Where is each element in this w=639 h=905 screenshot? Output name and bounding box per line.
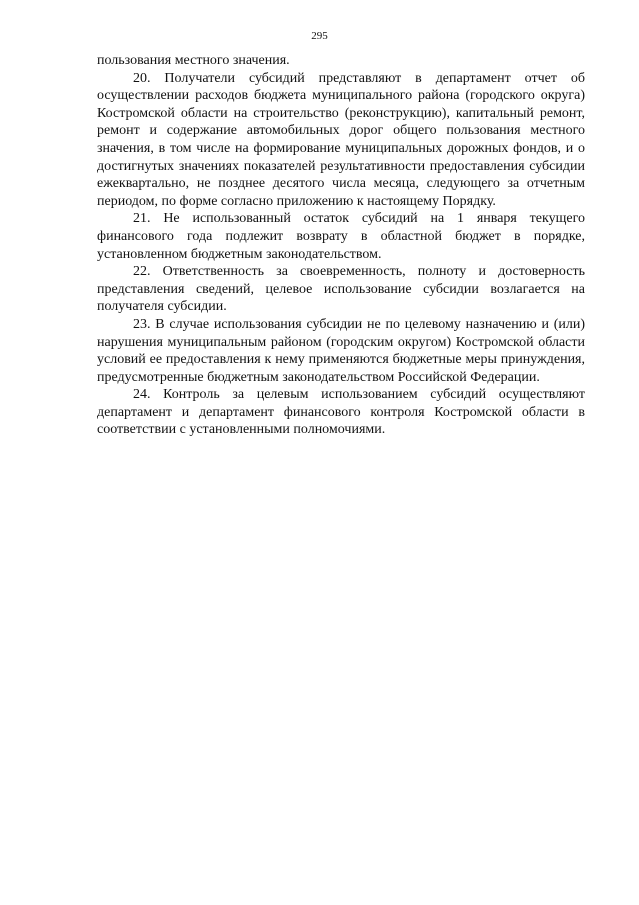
paragraph-24: 24. Контроль за целевым использованием субсидий осуществляют департамент и департамент финансового контроля Костромской области в соответствии с установленными полномочиями. bbox=[97, 387, 585, 438]
paragraph-continuation: пользования местного значения. bbox=[97, 53, 290, 68]
page-number: 295 bbox=[311, 30, 328, 42]
document-body bbox=[97, 52, 585, 439]
paragraph-23: 23. В случае использования субсидии не по целевому назначению и (или) нарушения муниципальным районом (городским округом) Костромской области условий ее предоставления к нему применяются бюджетные меры принуждения, предусмотренные бюджетным законодательством Российской Федерации. bbox=[97, 316, 585, 385]
paragraph-22: 22. Ответственность за своевременность, полноту и достоверность представления сведений, целевое использование субсидии возлагается на получателя субсидии. bbox=[97, 264, 585, 315]
paragraph-21: 21. Не использованный остаток субсидий на 1 января текущего финансового года подлежит возврату в областной бюджет в порядке, установленном бюджетным законодательством. bbox=[97, 211, 585, 262]
paragraph-20: 20. Получатели субсидий представляют в департамент отчет об осуществлении расходов бюджета муниципального района (городского округа) Костромской области на строительство (реконструкцию), капитальный ремонт, ремонт и содержание автомобильных дорог общего пользования местного значения, в том числе на формирование муниципальных дорожных фондов, и о достигнутых значениях показателей результативности предоставления субсидии ежеквартально, не позднее десятого числа месяца, следующего за отчетным периодом, по форме согласно приложению к настоящему Порядку. bbox=[97, 70, 585, 209]
